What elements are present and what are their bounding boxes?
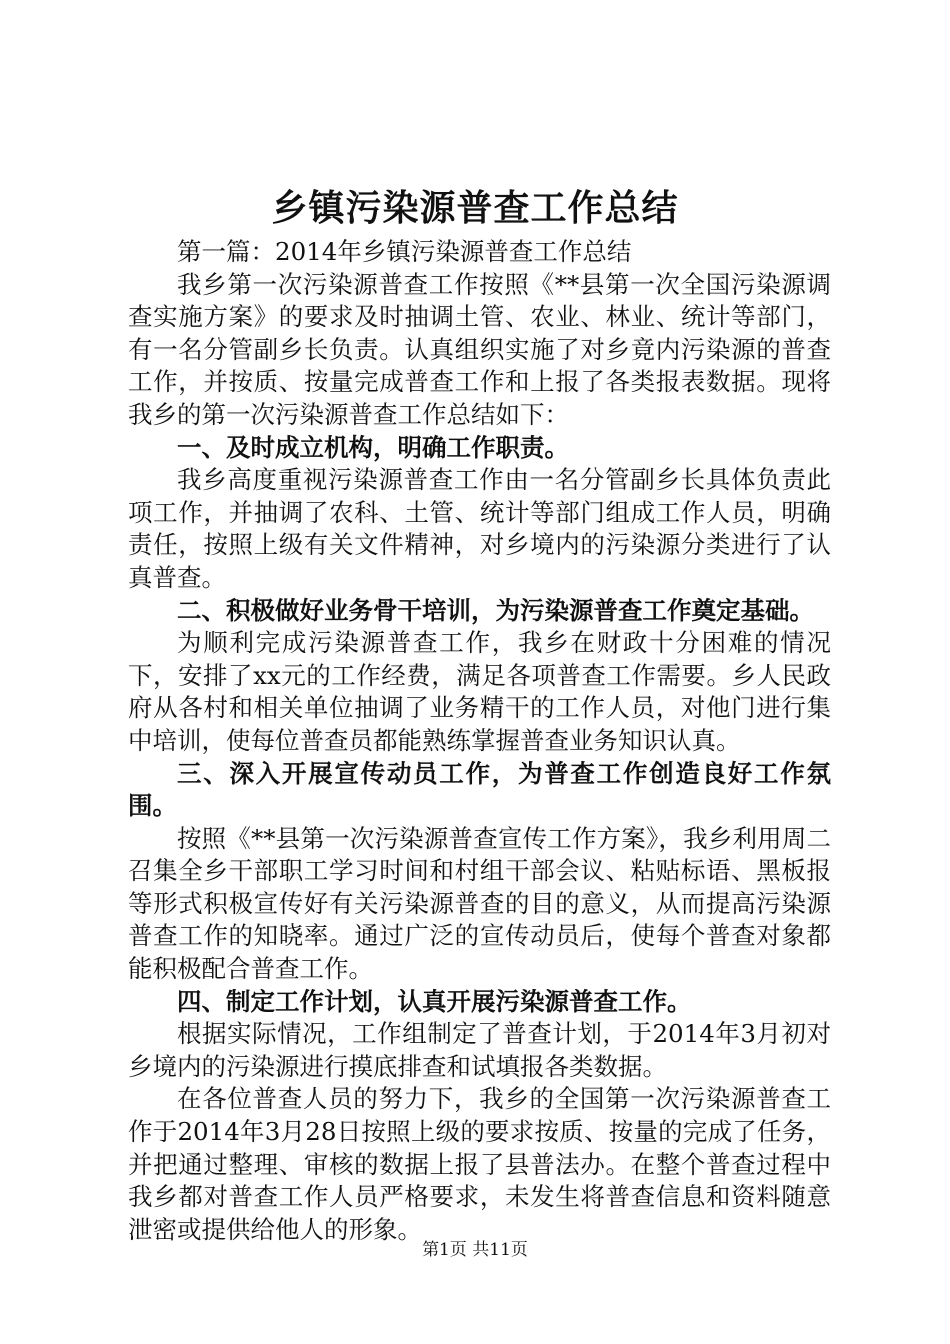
body-paragraph: 按照《**县第一次污染源普查宣传工作方案》，我乡利用周二召集全乡干部职工学习时间和村组干部会议、粘贴标语、黑板报等形式积极宣传好有关污染源普查的目的意义，从而提高污染源普查工作的知晓率。通过广泛的宣传动员后，使每个普查对象都能积极配合普查工作。 (128, 823, 831, 984)
intro-paragraph: 我乡第一次污染源普查工作按照《**县第一次全国污染源调查实施方案》的要求及时抽调土管、农业、林业、统计等部门，有一名分管副乡长负责。认真组织实施了对乡竟内污染源的普查工作，并按质、按量完成普查工作和上报了各类报表数据。现将我乡的第一次污染源普查工作总结如下： (128, 269, 831, 429)
body-paragraph: 根据实际情况，工作组制定了普查计划，于2014年3月初对乡境内的污染源进行摸底排查和试填报各类数据。 (128, 1019, 831, 1081)
document-body (128, 236, 831, 1246)
body-paragraph: 我乡高度重视污染源普查工作由一名分管副乡长具体负责此项工作，并抽调了农科、土管、统计等部门组成工作人员，明确责任，按照上级有关文件精神，对乡境内的污染源分类进行了认真普查。 (128, 465, 831, 592)
document-title: 乡镇污染源普查工作总结 (271, 188, 679, 229)
body-paragraph: 在各位普查人员的努力下，我乡的全国第一次污染源普查工作于2014年3月28日按照上级的要求按质、按量的完成了任务，并把通过整理、审核的数据上报了县普法办。在整个普查过程中我乡都对普查工作人员严格要求，未发生将普查信息和资料随意泄密或提供给他人的形象。 (128, 1084, 831, 1244)
section-heading: 四、制定工作计划，认真开展污染源普查工作。 (177, 986, 692, 1016)
body-paragraph: 为顺利完成污染源普查工作，我乡在财政十分困难的情况下，安排了xx元的工作经费，满足各项普查工作需要。乡人民政府从各村和相关单位抽调了业务精干的工作人员，对他门进行集中培训，使每位普查员都能熟练掌握普查业务知识认真。 (128, 628, 831, 755)
page-footer: 第1页 共11页 (422, 1240, 528, 1260)
section-heading: 三、深入开展宣传动员工作，为普查工作创造良好工作氛围。 (128, 758, 831, 821)
subtitle-paragraph: 第一篇：2014年乡镇污染源普查工作总结 (177, 237, 632, 266)
section-heading: 一、及时成立机构，明确工作职责。 (177, 432, 569, 462)
section-heading: 二、积极做好业务骨干培训，为污染源普查工作奠定基础。 (177, 595, 814, 625)
